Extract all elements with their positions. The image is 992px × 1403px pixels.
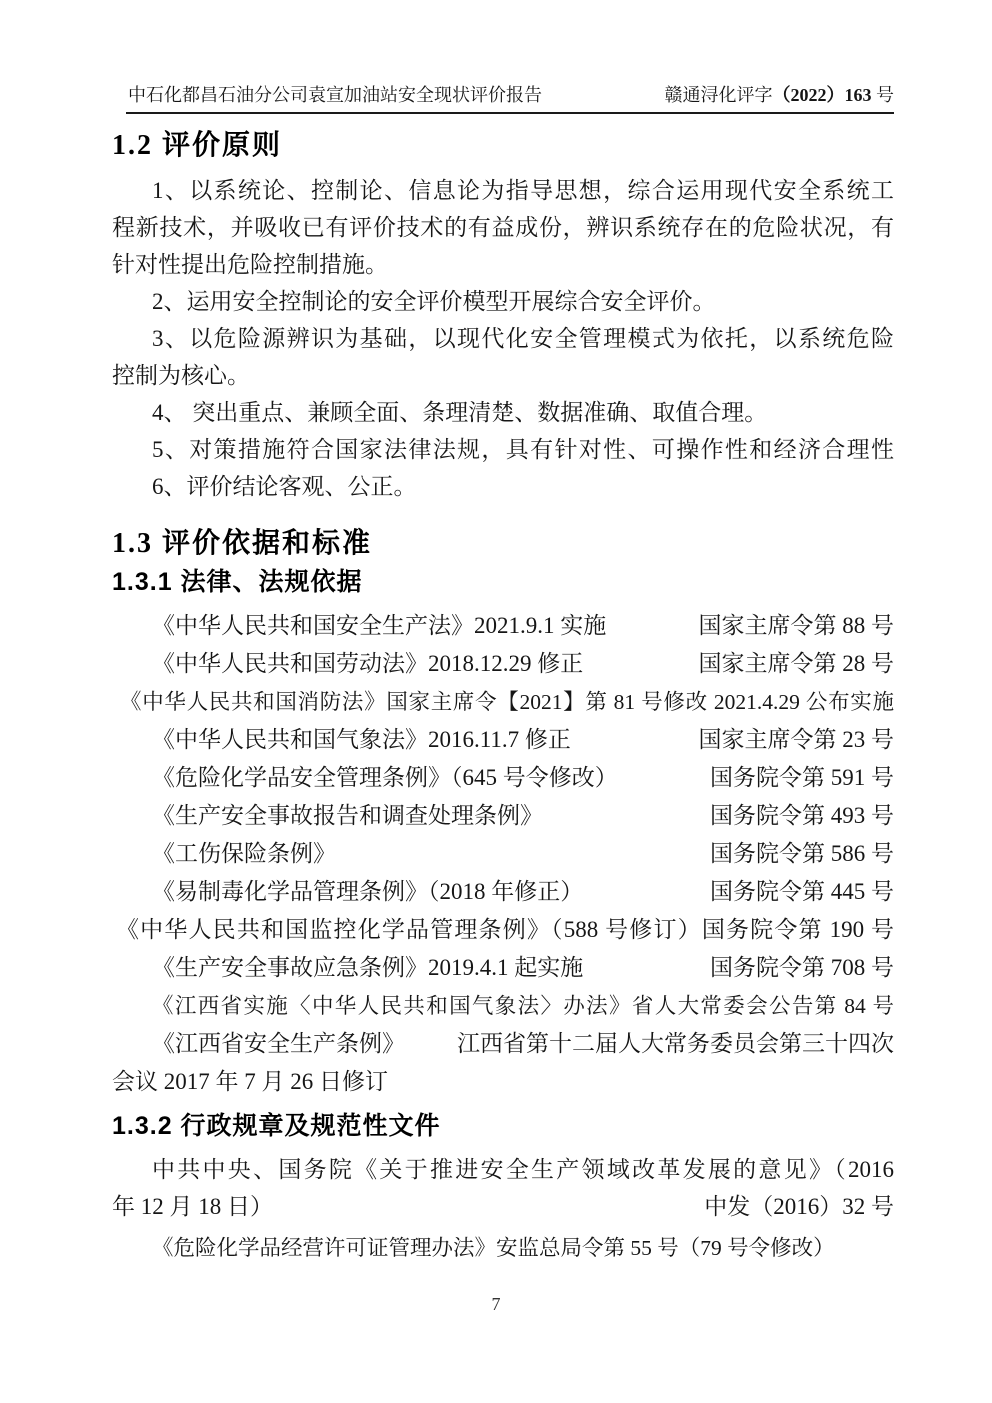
subsection-heading-1-3-1: 1.3.1 法律、法规依据 <box>112 568 363 596</box>
law-decree-number: 国务院令第 586 号 <box>710 841 894 866</box>
law-name: 《中华人民共和国气象法》2016.11.7 修正 <box>152 727 571 752</box>
law-decree-number: 国务院令第 493 号 <box>710 803 894 828</box>
laws-list <box>112 607 894 1101</box>
law-entry <box>112 721 894 759</box>
paragraph-line: 控制为核心。 <box>112 363 250 388</box>
law-entry: 《中华人民共和国监控化学品管理条例》（588 号修订）国务院令第 190 号 <box>116 917 894 942</box>
law-decree-number: 国务院令第 708 号 <box>710 955 894 980</box>
law-decree-number: 国务院令第 591 号 <box>710 765 894 790</box>
law-entry: 《中华人民共和国消防法》国家主席令【2021】第 81 号修改 2021.4.29 公布实施 <box>120 690 894 714</box>
paragraph-line: 4、 突出重点、兼顾全面、条理清楚、数据准确、取值合理。 <box>152 400 768 425</box>
regulation-continuation: 年 12 月 18 日） <box>112 1194 273 1219</box>
regulation-line <box>112 1188 894 1225</box>
law-decree-number: 国务院令第 445 号 <box>710 879 894 904</box>
regulation-line: 中共中央、国务院《关于推进安全生产领域改革发展的意见》（2016 <box>152 1157 894 1182</box>
law-name: 《生产安全事故报告和调查处理条例》 <box>152 803 543 828</box>
law-entry <box>112 835 894 873</box>
header-doc-number-prefix: 赣通浔化评字 <box>664 85 773 105</box>
section-heading-1-2: 1.2 评价原则 <box>112 130 283 161</box>
law-entry <box>112 645 894 683</box>
paragraph-line: 5、对策措施符合国家法律法规，具有针对性、可操作性和经济合理性 <box>152 437 894 462</box>
law-entry <box>112 797 894 835</box>
header-doc-number <box>665 84 895 106</box>
law-entry <box>112 949 894 987</box>
law-entry <box>112 873 894 911</box>
section-heading-1-3: 1.3 评价依据和标准 <box>112 528 373 559</box>
law-name: 《工伤保险条例》 <box>152 841 336 866</box>
law-decree-number: 国家主席令第 88 号 <box>698 613 894 638</box>
paragraph-line: 6、评价结论客观、公正。 <box>152 474 417 499</box>
page-number: 7 <box>491 1294 501 1314</box>
law-name: 《中华人民共和国安全生产法》2021.9.1 实施 <box>152 613 607 638</box>
subsection-heading-1-3-2: 1.3.2 行政规章及规范性文件 <box>112 1112 441 1140</box>
law-entry: 《江西省实施〈中华人民共和国气象法〉办法》省人大常委会公告第 84 号 <box>152 994 894 1018</box>
section-1-2-body <box>112 172 894 505</box>
law-decree-number: 国家主席令第 28 号 <box>698 651 894 676</box>
regulations-list <box>112 1151 894 1267</box>
law-entry <box>112 607 894 645</box>
law-issuing-body: 江西省第十二届人大常务委员会第三十四次 <box>457 1031 894 1056</box>
paragraph-line: 2、运用安全控制论的安全评价模型开展综合安全评价。 <box>152 289 716 314</box>
law-name: 《生产安全事故应急条例》2019.4.1 起实施 <box>152 955 584 980</box>
law-entry <box>112 1025 894 1063</box>
law-name: 《中华人民共和国劳动法》2018.12.29 修正 <box>152 651 584 676</box>
law-name: 《危险化学品安全管理条例》（645 号令修改） <box>152 765 618 790</box>
header-doc-number-suffix: 号 <box>871 85 894 105</box>
paragraph-line: 针对性提出危险控制措施。 <box>112 252 388 277</box>
paragraph-line: 3、以危险源辨识为基础，以现代化安全管理模式为依托，以系统危险 <box>152 326 894 351</box>
law-name: 《易制毒化学品管理条例》（2018 年修正） <box>152 879 584 904</box>
regulation-line: 《危险化学品经营许可证管理办法》安监总局令第 55 号（79 号令修改） <box>152 1236 835 1260</box>
law-entry <box>112 759 894 797</box>
law-decree-number: 国家主席令第 23 号 <box>698 727 894 752</box>
paragraph-line: 1、以系统论、控制论、信息论为指导思想，综合运用现代安全系统工 <box>152 178 894 203</box>
page-header <box>126 84 894 114</box>
header-doc-number-code: （2022）163 <box>772 85 872 105</box>
regulation-doc-number: 中发（2016）32 号 <box>704 1194 894 1219</box>
law-entry-continuation: 会议 2017 年 7 月 26 日修订 <box>112 1069 388 1094</box>
header-doc-title: 中石化都昌石油分公司袁宣加油站安全现状评价报告 <box>128 85 542 105</box>
paragraph-line: 程新技术，并吸收已有评价技术的有益成份，辨识系统存在的危险状况，有 <box>112 215 894 240</box>
law-name: 《江西省安全生产条例》 <box>152 1031 405 1056</box>
